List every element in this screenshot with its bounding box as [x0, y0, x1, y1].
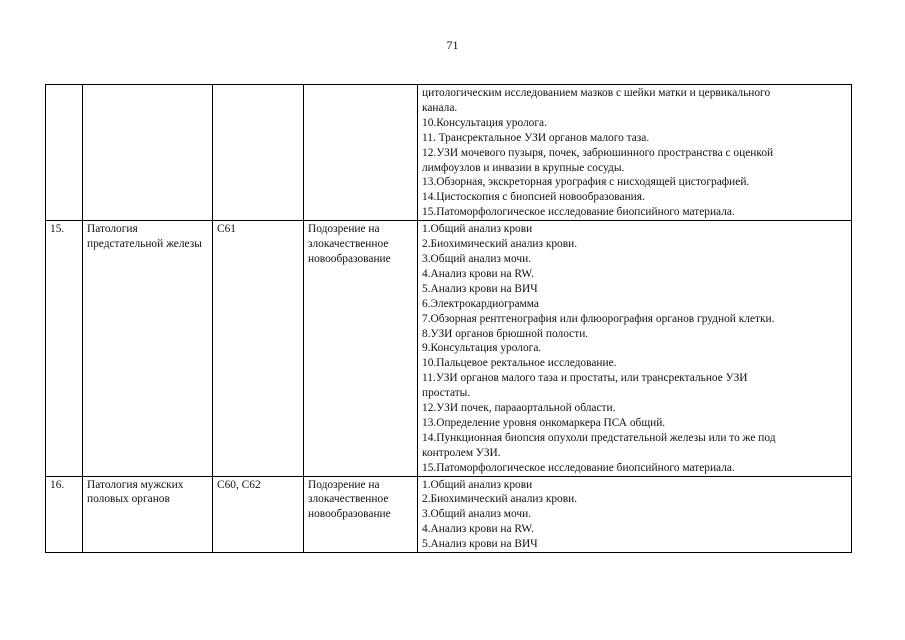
condition-cell — [304, 85, 418, 221]
clinical-table — [45, 84, 852, 553]
examination-item: 15.Патоморфологическое исследование биопсийного материала. — [422, 206, 735, 219]
examination-item: 3.Общий анализ мочи. — [422, 508, 532, 521]
examination-item: 11. Трансректальное УЗИ органов малого таза. — [422, 131, 650, 144]
examination-item: 12.УЗИ мочевого пузыря, почек, забрюшинного пространства с оценкой — [422, 146, 774, 159]
examinations-cell — [418, 221, 852, 476]
examination-item: канала. — [422, 101, 458, 114]
row-number-cell: 16. — [46, 476, 83, 553]
row-number-cell: 15. — [46, 221, 83, 476]
examination-item: 7.Обзорная рентгенография или флюорография органов грудной клетки. — [422, 312, 775, 325]
table-row — [46, 85, 852, 221]
examination-item: 8.УЗИ органов брюшной полости. — [422, 327, 589, 340]
examination-item: 13.Обзорная, экскреторная урография с нисходящей цистографией. — [422, 176, 750, 189]
examination-item: контролем УЗИ. — [422, 446, 501, 459]
examination-item: простаты. — [422, 387, 471, 400]
examination-item: 14.Пункционная биопсия опухоли предстательной железы или то же под — [422, 431, 776, 444]
table-row — [46, 476, 852, 553]
icd-code-cell: C61 — [213, 221, 304, 476]
examination-item: 14.Цистоскопия с биопсией новообразования. — [422, 191, 645, 204]
row-number-cell — [46, 85, 83, 221]
examination-item: 9.Консультация уролога. — [422, 342, 542, 355]
examination-item: 5.Анализ крови на ВИЧ — [422, 282, 538, 295]
examination-item: 4.Анализ крови на RW. — [422, 523, 534, 536]
examinations-cell — [418, 85, 852, 221]
examination-item: 5.Анализ крови на ВИЧ — [422, 538, 538, 551]
examination-item: 13.Определение уровня онкомаркера ПСА общий. — [422, 416, 666, 429]
examination-item: 12.УЗИ почек, парааортальной области. — [422, 402, 616, 415]
pathology-cell — [83, 85, 213, 221]
pathology-cell: Патология мужских половых органов — [83, 476, 213, 553]
examination-item: 4.Анализ крови на RW. — [422, 267, 534, 280]
condition-cell: Подозрение на злокачественное новообразование — [304, 221, 418, 476]
icd-code-cell — [213, 85, 304, 221]
examination-item: 1.Общий анализ крови — [422, 478, 533, 491]
table-row — [46, 221, 852, 476]
examination-item: 2.Биохимический анализ крови. — [422, 238, 578, 251]
examination-item: 1.Общий анализ крови — [422, 223, 533, 236]
page-number: 71 — [446, 38, 459, 52]
examination-item: 6.Электрокардиограмма — [422, 297, 539, 310]
table-body — [46, 85, 852, 553]
icd-code-cell: C60, C62 — [213, 476, 304, 553]
condition-cell: Подозрение на злокачественное новообразование — [304, 476, 418, 553]
examination-item: 2.Биохимический анализ крови. — [422, 493, 578, 506]
examination-item: 10.Консультация уролога. — [422, 116, 547, 129]
examination-item: лимфоузлов и инвазии в крупные сосуды. — [422, 161, 625, 174]
pathology-cell: Патология предстательной железы — [83, 221, 213, 476]
examination-item: 11.УЗИ органов малого таза и простаты, или трансректальное УЗИ — [422, 372, 748, 385]
examination-item: 3.Общий анализ мочи. — [422, 252, 532, 265]
examinations-cell — [418, 476, 852, 553]
examination-item: цитологическим исследованием мазков с шейки матки и цервикального — [422, 87, 771, 99]
examination-item: 15.Патоморфологическое исследование биопсийного материала. — [422, 461, 735, 474]
examination-item: 10.Пальцевое ректальное исследование. — [422, 357, 617, 370]
